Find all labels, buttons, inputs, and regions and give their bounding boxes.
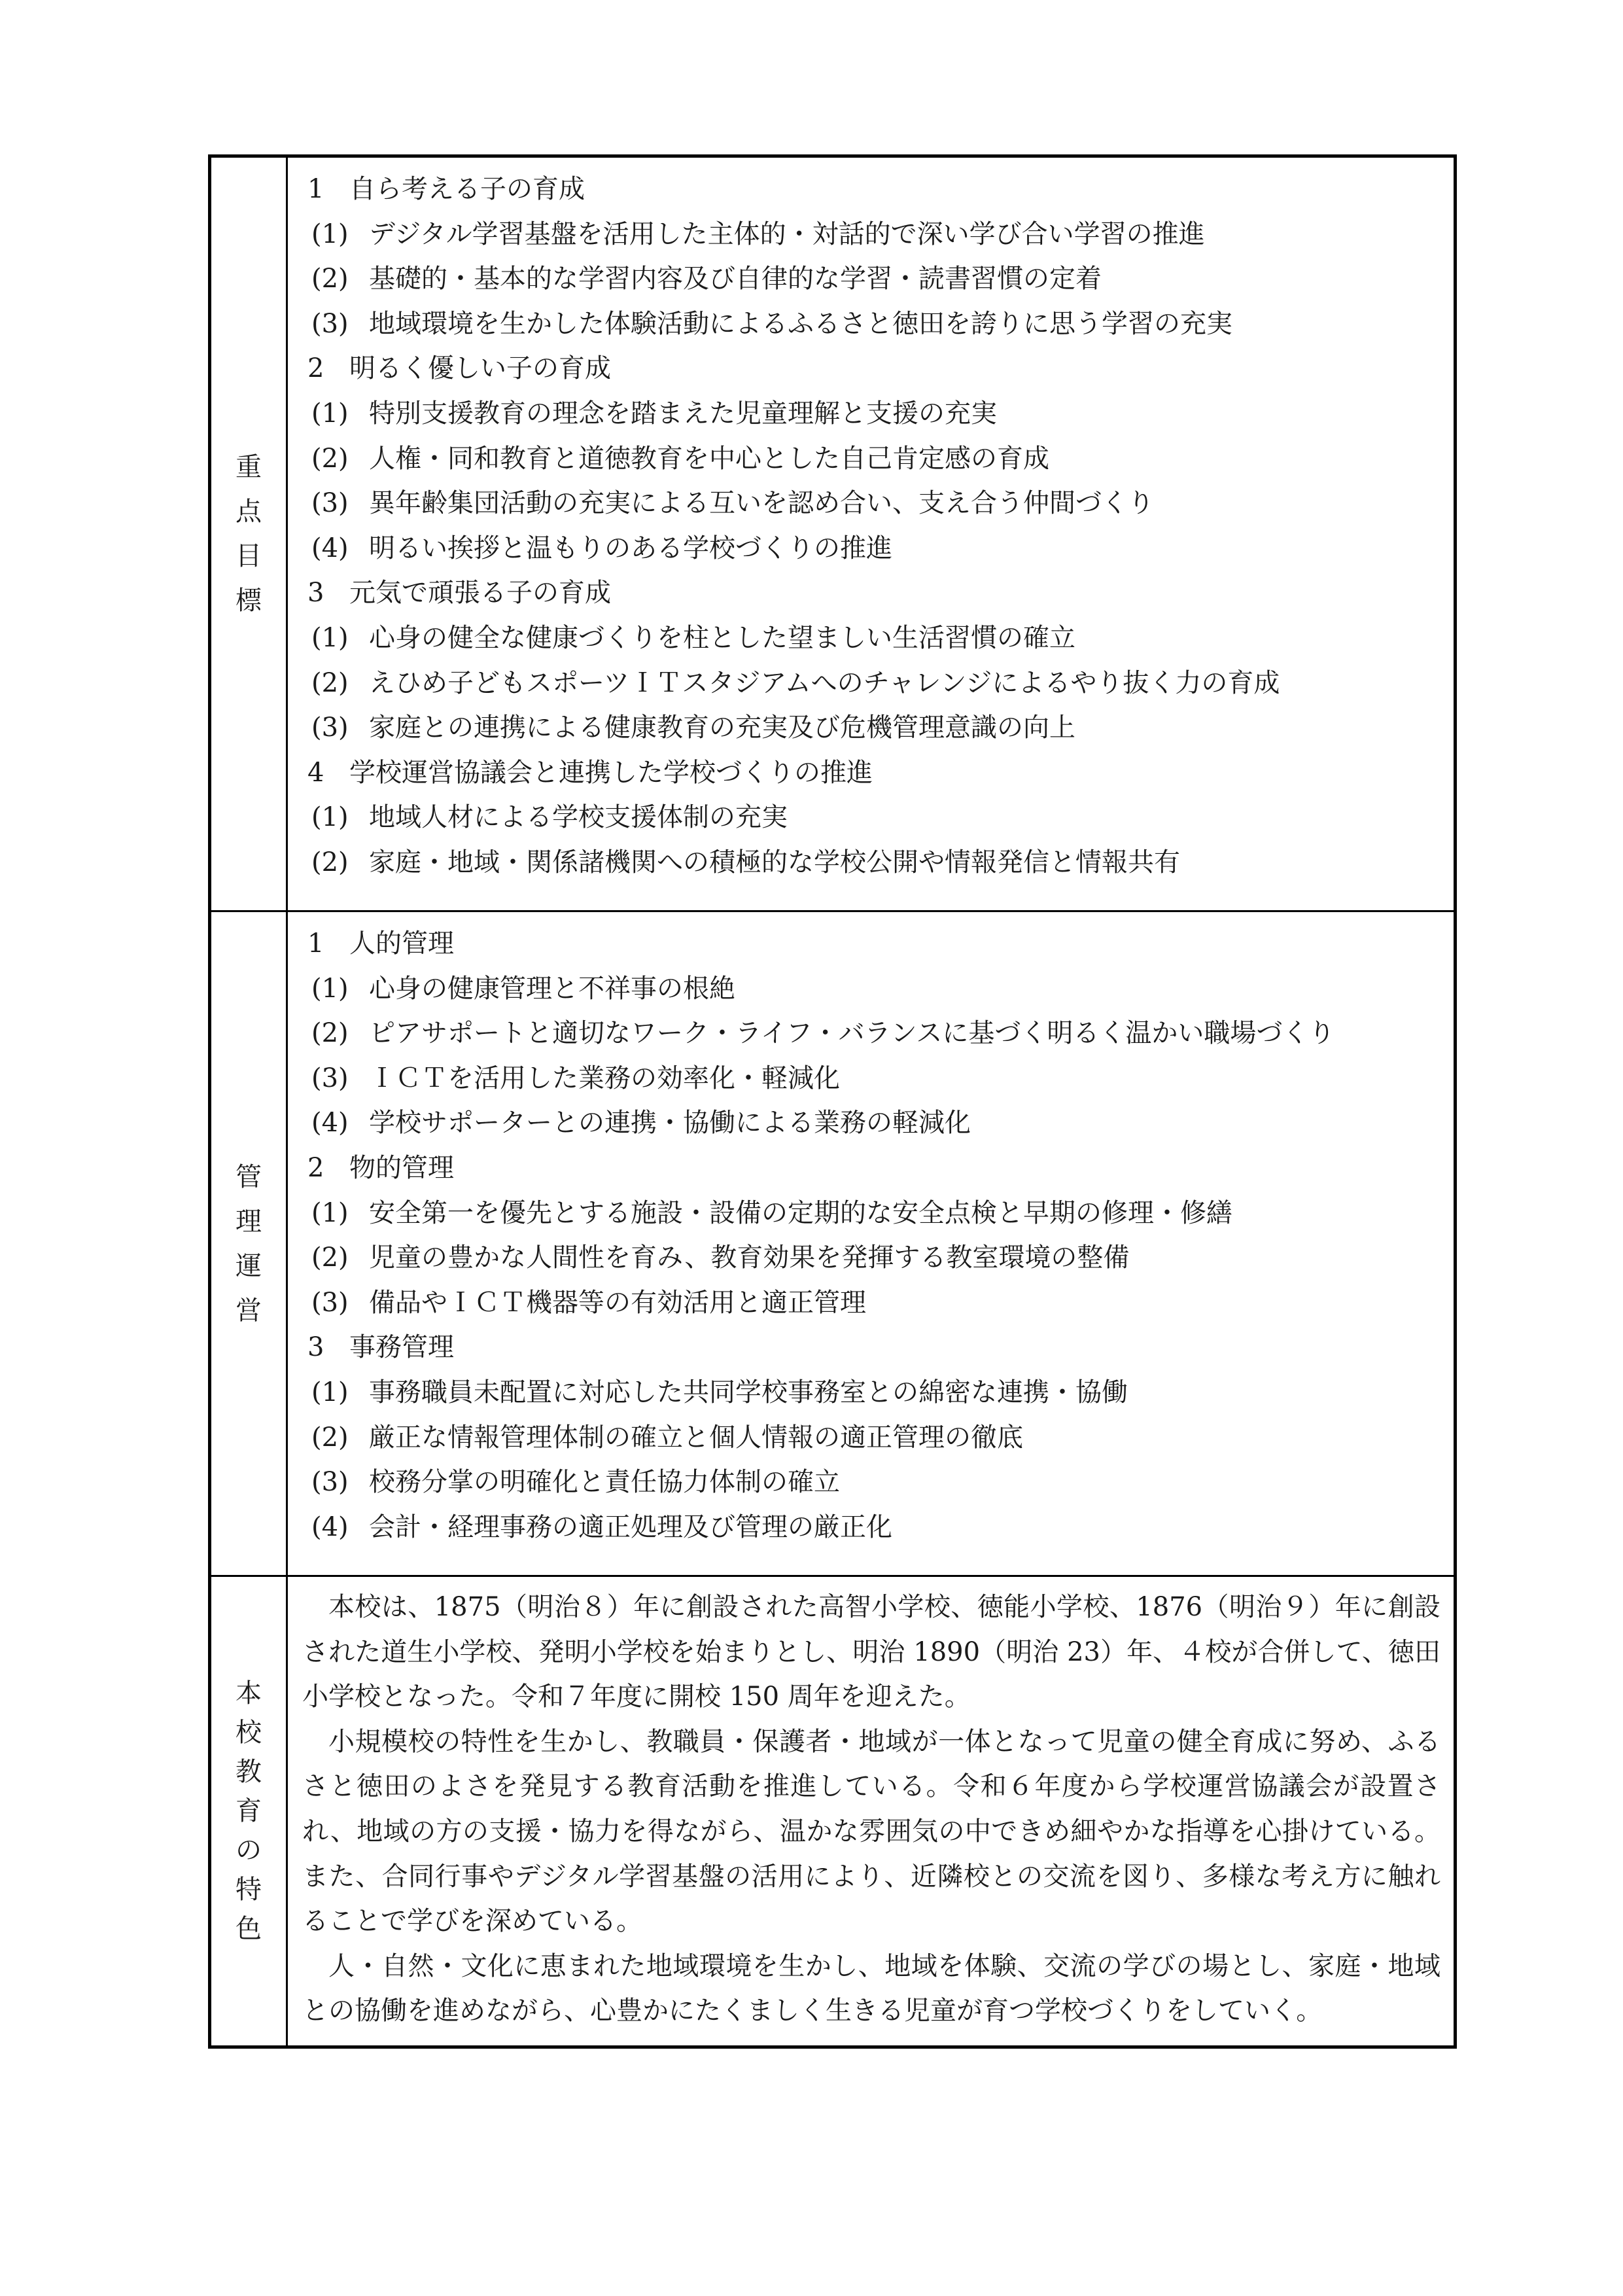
list-item: (2) 基礎的・基本的な学習内容及び自律的な学習・読書習慣の定着: [311, 264, 1102, 294]
group-heading: 2 物的管理: [307, 1152, 454, 1183]
section-management: [210, 911, 1456, 1576]
list-item: (1) 安全第一を優先とする施設・設備の定期的な安全点検と早期の修理・修繕: [311, 1197, 1232, 1228]
list-item: (1) 特別支援教育の理念を踏まえた児童理解と支援の充実: [311, 398, 997, 429]
label-char: 本: [236, 1678, 262, 1708]
list-item: (3) 地域環境を生かした体験活動によるふるさと徳田を誇りに思う学習の充実: [311, 308, 1232, 339]
list-item: (1) デジタル学習基盤を活用した主体的・対話的で深い学び合い学習の推進: [311, 219, 1205, 249]
label-char: 営: [236, 1295, 262, 1326]
label-char: 重: [236, 452, 262, 482]
list-item: (2) 家庭・地域・関係諸機関への積極的な学校公開や情報発信と情報共有: [311, 847, 1180, 877]
section-label-school-features: [236, 1674, 262, 1949]
paragraph: 人・自然・文化に恵まれた地域環境を生かし、地域を体験、交流の学びの場とし、家庭・地域との協働を進めながら、心豊かにたくましく生きる児童が育つ学校づくりをしていく。: [302, 1951, 1440, 2026]
label-char: 点: [236, 497, 262, 527]
list-item: (4) 学校サポーターとの連携・協働による業務の軽減化: [311, 1108, 971, 1139]
list-item: (2) 児童の豊かな人間性を育み、教育効果を発揮する教室環境の整備: [311, 1243, 1130, 1273]
list-item: (3) ＩＣＴを活用した業務の効率化・軽減化: [311, 1063, 840, 1093]
list-item: (1) 事務職員未配置に対応した共同学校事務室との綿密な連携・協働: [311, 1377, 1128, 1407]
school-plan-table: [208, 154, 1457, 2049]
label-char: 管: [236, 1161, 262, 1192]
section-label-cell: [210, 911, 287, 1576]
label-char: 標: [236, 586, 262, 616]
section-content-cell: [287, 1576, 1456, 2047]
group-heading: 2 明るく優しい子の育成: [307, 353, 611, 384]
list-item: (3) 異年齢集団活動の充実による互いを認め合い、支え合う仲間づくり: [311, 488, 1154, 519]
paragraph: 小規模校の特性を生かし、教職員・保護者・地域が一体となって児童の健全育成に努め、ふるさと徳田のよさを発見する教育活動を推進している。令和６年度から学校運営協議会が設置され、地域の方の支援・協力を得ながら、温かな雰囲気の中できめ細やかな指導を心掛けている。また、合同行事やデジタル学習基盤の活用により、近隣校との交流を図り、多様な考え方に触れることで学びを深めている。: [302, 1726, 1440, 1937]
section-content-cell: [287, 156, 1456, 911]
label-char: 育: [236, 1795, 262, 1826]
list-item: (3) 備品やＩＣＴ機器等の有効活用と適正管理: [311, 1287, 866, 1318]
list-item: (4) 会計・経理事務の適正処理及び管理の厳正化: [311, 1511, 892, 1542]
label-char: の: [236, 1835, 262, 1865]
group-heading: 1 自ら考える子の育成: [307, 174, 585, 204]
section-label-cell: [210, 1576, 287, 2047]
list-item: (2) 人権・同和教育と道徳教育を中心とした自己肯定感の育成: [311, 443, 1049, 474]
section-priority-goals: [210, 156, 1456, 911]
list-item: (1) 心身の健康管理と不祥事の根絶: [311, 973, 735, 1004]
list-item: (2) 厳正な情報管理体制の確立と個人情報の適正管理の徹底: [311, 1422, 1023, 1453]
paragraph: 本校は、1875（明治８）年に創設された高智小学校、徳能小学校、1876（明治９）年に創設された道生小学校、発明小学校を始まりとし、明治 1890（明治 23）年、４校が合併して、徳田小学校となった。令和７年度に開校 150 周年を迎えた。: [302, 1592, 1440, 1712]
section-label-cell: [210, 156, 287, 911]
list-item: (3) 家庭との連携による健康教育の充実及び危機管理意識の向上: [311, 713, 1075, 743]
school-features-text: [288, 1577, 1454, 2045]
label-char: 校: [236, 1717, 262, 1748]
list-item: (2) えひめ子どもスポーツＩＴスタジアムへのチャレンジによるやり抜く力の育成: [311, 667, 1280, 698]
group-heading: 3 元気で頑張る子の育成: [307, 578, 611, 609]
label-char: 理: [236, 1206, 262, 1237]
label-char: 運: [236, 1250, 262, 1281]
group-heading: 1 人的管理: [307, 928, 454, 959]
group-heading: 4 学校運営協議会と連携した学校づくりの推進: [307, 757, 873, 788]
list-item: (3) 校務分掌の明確化と責任協力体制の確立: [311, 1467, 840, 1498]
management-list: [288, 912, 1454, 1561]
list-item: (1) 心身の健全な健康づくりを柱とした望ましい生活習慣の確立: [311, 622, 1075, 653]
list-item: (4) 明るい挨拶と温もりのある学校づくりの推進: [311, 533, 892, 563]
label-char: 目: [236, 541, 262, 571]
priority-goals-list: [288, 158, 1454, 897]
label-char: 教: [236, 1756, 262, 1787]
list-item: (2) ピアサポートと適切なワーク・ライフ・バランスに基づく明るく温かい職場づくり: [311, 1018, 1335, 1049]
label-char: 色: [236, 1913, 262, 1944]
group-heading: 3 事務管理: [307, 1332, 454, 1363]
section-content-cell: [287, 911, 1456, 1576]
section-label-priority-goals: [236, 442, 262, 626]
label-char: 特: [236, 1874, 262, 1905]
section-label-management: [236, 1152, 262, 1335]
list-item: (1) 地域人材による学校支援体制の充実: [311, 802, 788, 833]
section-school-features: [210, 1576, 1456, 2047]
